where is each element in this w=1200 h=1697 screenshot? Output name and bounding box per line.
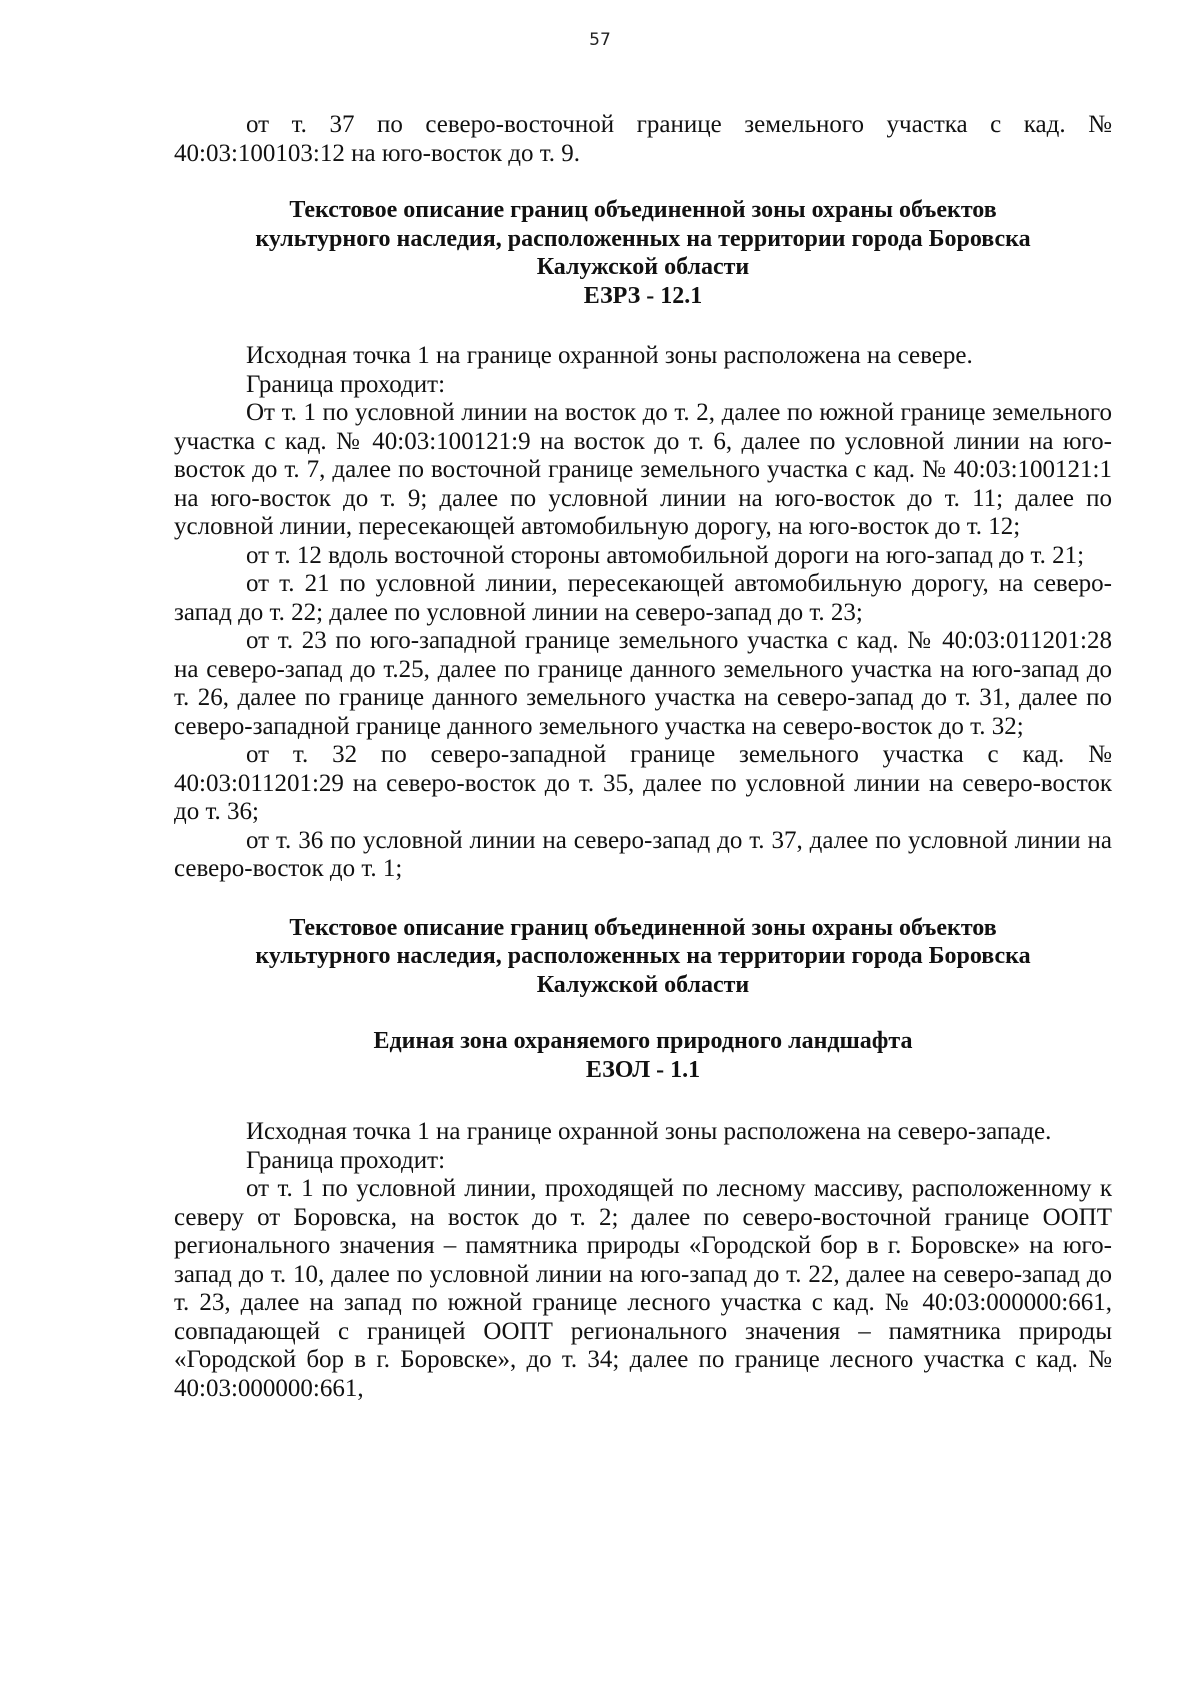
section-1-title-line: Калужской области <box>536 254 750 280</box>
paragraph: от т. 12 вдоль восточной стороны автомобильной дороги на юго-запад до т. 21; <box>246 541 1085 569</box>
paragraph: от т. 21 по условной линии, пересекающей автомобильную дорогу, на северо-запад до т. 22; далее по условной линии на северо-запад до т. 23; <box>174 570 1112 626</box>
section-2-title-line: культурного наследия, расположенных на территории города Боровска <box>255 943 1031 969</box>
paragraph: Исходная точка 1 на границе охранной зоны расположена на севере. <box>246 342 973 369</box>
paragraph: От т. 1 по условной линии на восток до т. 2, далее по южной границе земельного участка с кад. № 40:03:100121:9 на восток до т. 6, далее по условной линии на юго-восток до т. 7, далее по восточной границе земельного участка с кад. № 40:03:100121:1 на юго-восток до т. 9; далее по условной линии на юго-восток до т. 11; далее по условной линии, пересекающей автомобильную дорогу, на юго-восток до т. 12; <box>174 399 1112 540</box>
paragraph: от т. 23 по юго-западной границе земельного участка с кад. № 40:03:011201:28 на северо-запад до т.25, далее по границе данного земельного участка на юго-запад до т. 26, далее по границе данного земельного участка на северо-запад до т. 31, далее по северо-западной границе данного земельного участка на северо-восток до т. 32; <box>174 627 1112 740</box>
section-2-subtitle-line: Единая зона охраняемого природного ландшафта <box>373 1028 913 1054</box>
intro-paragraph: от т. 37 по северо-восточной границе земельного участка с кад. № 40:03:100103:12 на юго-восток до т. 9. <box>174 111 1112 167</box>
section-2-subtitle <box>174 1027 1112 1084</box>
section-2-title <box>174 914 1112 1000</box>
section-1-title-line: Текстовое описание границ объединенной зоны охраны объектов <box>289 197 997 223</box>
section-1-text <box>174 342 1112 884</box>
section-2-title-line: Текстовое описание границ объединенной зоны охраны объектов <box>289 914 997 941</box>
paragraph: Граница проходит: <box>246 1146 446 1174</box>
paragraph: от т. 36 по условной линии на северо-запад до т. 37, далее по условной линии на северо-восток до т. 1; <box>174 826 1112 882</box>
paragraph: от т. 32 по северо-западной границе земельного участка с кад. № 40:03:011201:29 на северо-восток до т. 35, далее по условной линии на северо-восток до т. 36; <box>174 741 1112 825</box>
paragraph: Исходная точка 1 на границе охранной зоны расположена на северо-западе. <box>246 1118 1052 1145</box>
paragraph: Граница проходит: <box>246 370 446 398</box>
page-number: 57 <box>589 30 611 50</box>
section-1-zone-code: ЕЗРЗ - 12.1 <box>583 282 703 309</box>
section-2-title-line: Калужской области <box>536 971 750 998</box>
paragraph: от т. 1 по условной линии, проходящей по лесному массиву, расположенному к северу от Боровска, на восток до т. 2; далее по северо-восточной границе ООПТ регионального значения – памятника природы «Городской бор в г. Боровске» на юго-запад до т. 10, далее по условной линии на юго-запад до т. 22, далее на северо-запад до т. 23, далее на запад по южной границе лесного участка с кад. № 40:03:000000:661, совпадающей с границей ООПТ регионального значения – памятника природы «Городской бор в г. Боровске», до т. 34; далее по границе лесного участка с кад. № 40:03:000000:661, <box>174 1175 1112 1402</box>
document-body <box>174 111 1112 1403</box>
section-1-title <box>174 196 1112 310</box>
section-1-title-line: культурного наследия, расположенных на территории города Боровска <box>255 225 1031 252</box>
section-2-text <box>174 1118 1112 1403</box>
section-2-zone-code: ЕЗОЛ - 1.1 <box>585 1056 701 1083</box>
